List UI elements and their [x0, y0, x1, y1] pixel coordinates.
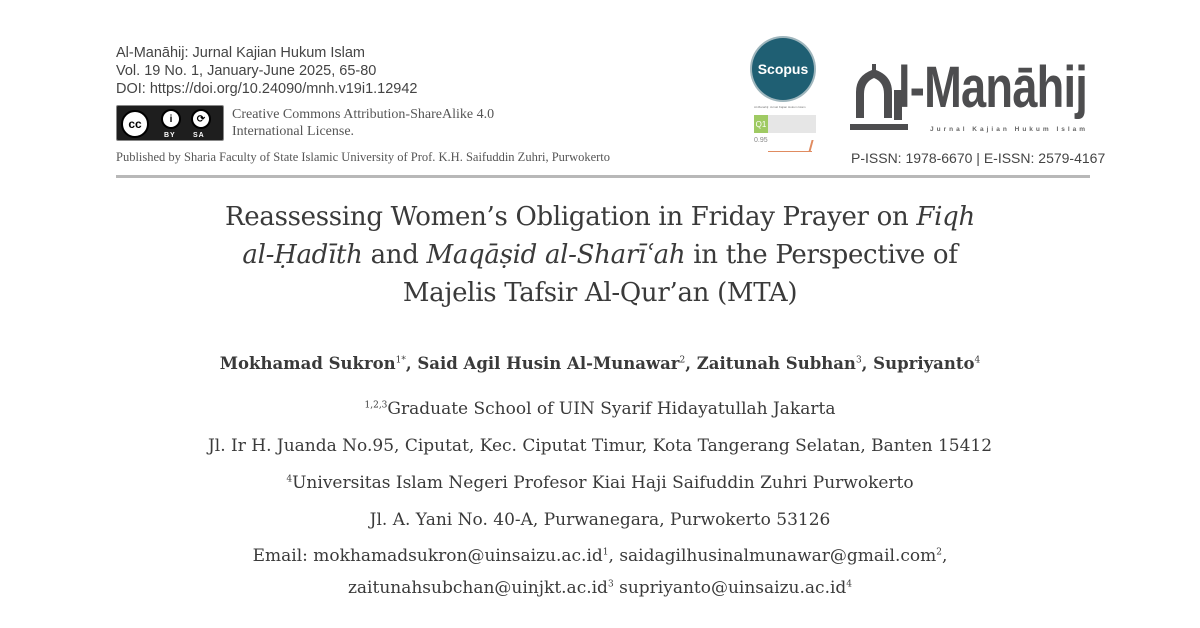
header-divider: [116, 175, 1090, 178]
affiliation-1-address: Jl. Ir H. Juanda No.95, Ciputat, Kec. Ciputat Timur, Kota Tangerang Selatan, Banten 15412: [207, 436, 993, 456]
email-link[interactable]: supriyanto@uinsaizu.ac.id: [619, 578, 847, 598]
email-link[interactable]: mokhamadsukron@uinsaizu.ac.id: [313, 546, 603, 566]
affiliation-2: $^4$Universitas Islam Negeri Profesor Kiai Haji Saifuddin Zuhri Purwokerto: [286, 473, 914, 493]
email-link[interactable]: saidagilhusinalmunawar@gmail.com: [619, 546, 937, 566]
author: Mokhamad Sukron: [219, 354, 396, 373]
cc-by-sa-badge-icon[interactable]: [116, 105, 224, 141]
sjr-score: 0.95: [754, 137, 816, 155]
scopus-logo-icon[interactable]: Scopus: [752, 38, 814, 100]
license-row: [116, 105, 716, 141]
cc-icon: cc: [121, 110, 149, 138]
affiliation-1: $^{1,2,3}$Graduate School of UIN Syarif Hidayatullah Jakarta: [364, 399, 836, 419]
affiliation-2-address: Jl. A. Yani No. 40-A, Purwanegara, Purwokerto 53126: [369, 510, 831, 530]
logo-subtitle: Jurnal Kajian Hukum Islam: [930, 126, 1089, 133]
sa-label: SA: [193, 132, 205, 139]
license-text[interactable]: Creative Commons Attribution-ShareAlike 4.0 International License.: [232, 107, 495, 139]
volume-info: Vol. 19 No. 1, January-June 2025, 65-80: [116, 63, 377, 79]
sjr-quartile: [754, 115, 816, 133]
attribution-icon: i: [161, 109, 181, 129]
journal-name: Al-Manāhij: Jurnal Kajian Hukum Islam: [116, 45, 366, 61]
email-line-2: $zaitunahsubchan@uinjkt.ac.id^3$ $supriyanto@uinsaizu.ac.id^4$: [347, 578, 853, 598]
by-label: BY: [164, 132, 176, 139]
publisher-line: Published by Sharia Faculty of State Islamic University of Prof. K.H. Saifuddin Zuhri, Purwokerto: [116, 150, 611, 164]
logo-text: l-Manāhij: [898, 55, 1088, 120]
author-list: Mokhamad Sukron$^{1*}$, Said Agil Husin Al-Munawar$^2$, Zaitunah Subhan$^3$, Supriyanto$^4$: [219, 354, 981, 373]
share-alike-icon: ⟳: [191, 109, 211, 129]
al-manahij-logo: [850, 55, 1095, 138]
journal-header: [116, 44, 716, 165]
issn-line: P-ISSN: 1978-6670 | E-ISSN: 2579-4167: [851, 150, 1106, 166]
author: Said Agil Husin Al-Munawar: [417, 354, 680, 373]
author: Supriyanto: [873, 354, 975, 373]
email-link[interactable]: zaitunahsubchan@uinjkt.ac.id: [347, 578, 608, 598]
sjr-widget[interactable]: [754, 105, 816, 167]
quartile-value: Q1: [754, 115, 768, 133]
article-title: Reassessing Women’s Obligation in Friday Prayer on Fiqh al-Ḥadīth and Maqāṣid al-Sharīʿah in the Perspective of Majelis Tafsir Al-Qur’an (MTA): [225, 202, 975, 308]
doi-link[interactable]: DOI: https://doi.org/10.24090/mnh.v19i1.12942: [116, 81, 418, 97]
author: Zaitunah Subhan: [696, 354, 856, 373]
email-line-1: Email: $mokhamadsukron@uinsaizu.ac.id^1$, saidagilhusinalmunawar@gmail.com$^2$,: [252, 546, 948, 566]
sjr-title: Al-Manahij: Jurnal Kajian Hukum Islam: [754, 105, 806, 109]
